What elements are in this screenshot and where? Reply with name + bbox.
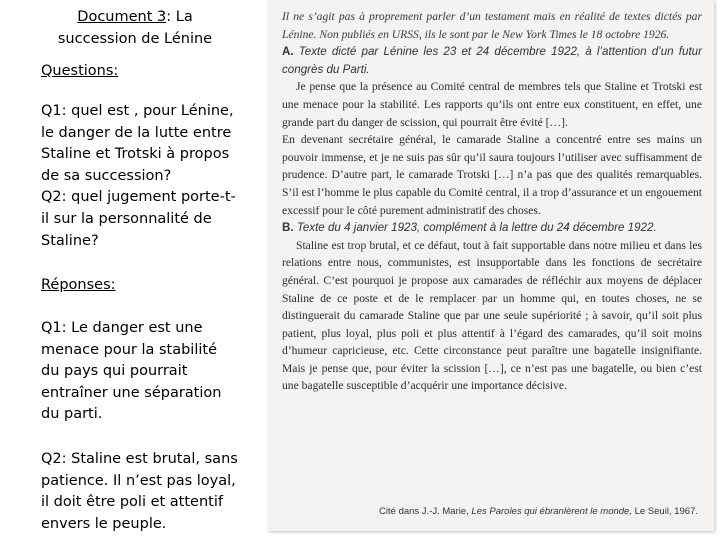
section-a-heading-text: Texte dicté par Lénine les 23 et 24 décembre 1922, à l’attention d’un futur congrès du Parti.	[282, 45, 702, 76]
section-b-label: B.	[282, 221, 294, 235]
document-title	[30, 6, 240, 50]
intro-paragraph: Il ne s’agit pas à proprement parler d’un testament mais en réalité de textes dictés par Lénine. Non publiés en URSS, ils le sont par le New York Times le 18 octobre 1926.	[282, 10, 702, 41]
citation-title: Les Paroles qui ébranlèrent le monde,	[471, 506, 632, 517]
scanned-document-page	[268, 0, 714, 531]
answer-1: Q1: Le danger est une menace pour la stabilité du pays qui pourrait entraîner une séparation du parti.	[41, 320, 222, 423]
section-b-heading	[282, 219, 702, 237]
citation	[379, 506, 698, 517]
citation-prefix: Cité dans J.-J. Marie,	[379, 506, 469, 517]
paragraph-a1: Je pense que la présence au Comité central de membres tels que Staline et Trotski est une menace pour la stabilité. Les rapports qu’ils ont entre eux constituent, en effet, une grande part du danger de scission, qui pourrait être évité […].	[282, 80, 702, 129]
document-title-suffix: : La	[166, 9, 193, 25]
answer-2: Q2: Staline est brutal, sans patience. Il n’est pas loyal, il doit être poli et attentif envers le peuple.	[41, 451, 238, 532]
paragraph-b1: Staline est trop brutal, et ce défaut, tout à fait supportable dans notre milieu et dans les relations entre nous, communistes, est insupportable dans les fonctions de secrétaire général. C’est pourquoi je propose aux camarades de réfléchir aux moyens de déplacer Staline de ce poste et de le remplacer par un homme qui, en toutes choses, ne se distinguerait du camarade Staline que par une seule supériorité ; à savoir, qu’il soit plus patient, plus loyal, plus poli et plus attentif à l’égard des camarades, qu’il soit moins d’humeur capricieuse, etc. Cette circonstance peut paraître une bagatelle insignifiante. Mais je pense que, pour éviter la scission […], ce n’est pas une bagatelle, ou bien c’est une bagatelle susceptible d’acquérir une importance décisive.	[282, 238, 702, 393]
left-column	[0, 0, 262, 540]
citation-suffix: Le Seuil, 1967.	[634, 506, 698, 517]
paragraph-a2: En devenant secrétaire général, le camarade Staline a concentré entre ses mains un pouvoir immense, et je ne suis pas sûr qu’il saura toujours l’utiliser avec suffisamment de prudence. D’autre part, le camarade Trotski […] n’a pas que des qualités remarquables. S’il est l’homme le plus capable du Comité central, il a trop d’assurance et un engouement excessif pour le côté purement administratif des choses.	[282, 133, 702, 217]
document-body	[282, 8, 702, 395]
questions-text: Q1: quel est , pour Lénine, le danger de la lutte entre Staline et Trotski à propos de sa succession? Q2: quel jugement porte-t- il sur la personnalité de Staline?	[41, 103, 236, 249]
section-a-label: A.	[282, 45, 294, 59]
document-number: Document 3	[77, 9, 167, 25]
document-subtitle: succession de Lénine	[57, 31, 213, 47]
section-a-heading	[282, 43, 702, 78]
answers-heading: Réponses:	[41, 277, 116, 293]
questions-heading: Questions:	[41, 63, 119, 79]
section-b-heading-text: Texte du 4 janvier 1923, complément à la lettre du 24 décembre 1922.	[296, 221, 657, 235]
